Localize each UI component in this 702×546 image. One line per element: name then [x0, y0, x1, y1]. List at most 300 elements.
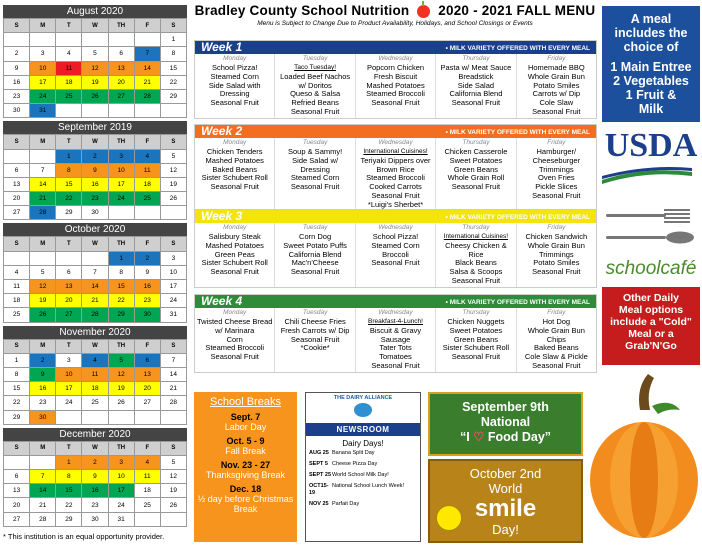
day-column — [275, 308, 355, 372]
day-column — [436, 223, 516, 287]
menu-item: Side Salad with Dressing — [208, 80, 261, 99]
day-name: Thursday — [462, 224, 490, 231]
day-name: Monday — [223, 309, 247, 316]
day-name: Friday — [547, 139, 566, 146]
calendar-day — [134, 512, 160, 526]
menu-item: Salsa & Scoops — [449, 267, 503, 277]
calendar-week-row — [4, 61, 187, 75]
menu-item: California Blend — [288, 249, 342, 259]
calendar-day — [134, 104, 160, 118]
calendar-day: 31 — [30, 104, 56, 118]
calendar-day — [134, 206, 160, 220]
day-column — [436, 138, 516, 211]
dairy-row — [306, 448, 420, 459]
menu-item: Sausage — [380, 334, 411, 344]
food-day-box — [428, 392, 583, 456]
calendar-day: 18 — [82, 382, 108, 396]
calendar-week-row — [4, 470, 187, 484]
menu-item: Side Salad — [457, 80, 495, 90]
calendar-day: 6 — [56, 265, 82, 279]
dairy-row — [306, 470, 420, 481]
calendar-title: October 2020 — [3, 223, 187, 236]
menu-item: Chili Cheese Fries — [284, 317, 346, 326]
calendar-day: 1 — [160, 33, 186, 47]
weekday-header: F — [134, 135, 160, 149]
menu-item: Whole Grain Bun — [527, 325, 585, 335]
calendar-day — [108, 206, 134, 220]
calendar-day: 6 — [108, 47, 134, 61]
food-day-quote: “I — [459, 430, 470, 444]
menu-item: Refried Beans — [291, 98, 339, 108]
calendar-day: 16 — [82, 484, 108, 498]
calendar-grid — [3, 236, 187, 322]
calendar-week-row — [4, 367, 187, 381]
day-name: Wednesday — [378, 224, 413, 231]
calendar-week-row — [4, 89, 187, 103]
calendar-day: 13 — [4, 177, 30, 191]
day-column — [436, 54, 516, 118]
weekday-header: T — [56, 135, 82, 149]
day-name: Tuesday — [302, 224, 328, 231]
calendar-month — [3, 326, 187, 425]
calendar-day: 13 — [56, 280, 82, 294]
day-column — [275, 54, 355, 118]
calendar-week-row — [4, 308, 187, 322]
calendar-day: 16 — [82, 177, 108, 191]
menu-item: Steamed Corn — [290, 173, 340, 183]
day-name: Tuesday — [302, 55, 328, 62]
calendar-day: 18 — [56, 75, 82, 89]
menu-item: Homemade BBQ — [527, 63, 585, 72]
calendar-title: December 2020 — [3, 428, 187, 441]
calendar-day: 1 — [4, 353, 30, 367]
weekday-header: S — [160, 441, 186, 455]
calendar-day: 25 — [4, 308, 30, 322]
weekday-header: S — [4, 19, 30, 33]
food-day-name — [430, 430, 581, 445]
dairy-event: World School Milk Day! — [332, 472, 389, 478]
calendar-week-row — [4, 149, 187, 163]
menu-item: School Pizza! — [372, 232, 419, 241]
menu-item: Breakfast-4-Lunch! — [368, 318, 423, 325]
weekday-header: F — [134, 339, 160, 353]
calendar-day: 16 — [134, 280, 160, 294]
milk-note: • MILK VARIETY OFFERED WITH EVERY MEAL — [445, 129, 590, 136]
day-column — [356, 138, 436, 211]
day-name: Wednesday — [378, 55, 413, 62]
menu-item: Seasonal Fruit — [371, 98, 420, 108]
calendar-day: 7 — [134, 47, 160, 61]
calendar-day — [56, 104, 82, 118]
menu-item: Black Beans — [455, 258, 497, 268]
day-column — [275, 223, 355, 287]
menu-item: Seasonal Fruit — [371, 190, 420, 200]
menu-item: Seasonal Fruit — [210, 267, 259, 277]
weekday-header: M — [30, 135, 56, 149]
calendar-day: 5 — [160, 149, 186, 163]
menu-item: Breadstick — [458, 71, 494, 81]
menu-item: Green Beans — [453, 164, 499, 174]
calendar-day: 21 — [30, 192, 56, 206]
calendar-day: 23 — [82, 192, 108, 206]
menu-item: *Luigi's Sherbet* — [367, 199, 424, 209]
break-date: Oct. 5 - 9 — [226, 436, 265, 446]
school-breaks-title: School Breaks — [210, 396, 281, 408]
meal-line: 2 Vegetables — [613, 74, 689, 88]
other-line: Grab'N'Go — [625, 340, 677, 352]
menu-header — [190, 2, 600, 30]
menu-item: Seasonal Fruit — [210, 98, 259, 108]
calendar-week-row — [4, 163, 187, 177]
calendar-grid — [3, 339, 187, 425]
calendar-day: 30 — [82, 512, 108, 526]
calendar-day: 9 — [134, 265, 160, 279]
dairy-days-list — [306, 448, 420, 510]
calendar-month — [3, 5, 187, 118]
food-day-label: Food Day” — [487, 430, 552, 444]
week-banner — [195, 41, 596, 54]
calendar-day: 26 — [30, 308, 56, 322]
calendar-day: 28 — [82, 308, 108, 322]
break-name: ½ day before Christmas Break — [197, 494, 294, 514]
dairy-event: Banana Split Day — [332, 450, 375, 456]
menu-item: Seasonal Fruit — [210, 182, 259, 192]
weekday-header: T — [56, 19, 82, 33]
calendar-day: 21 — [30, 498, 56, 512]
calendar-day: 22 — [160, 75, 186, 89]
calendar-day — [4, 149, 30, 163]
calendar-day: 28 — [134, 89, 160, 103]
menu-item: Taco Tuesday! — [294, 64, 337, 71]
other-options-box — [602, 287, 700, 365]
dairy-row — [306, 481, 420, 499]
week-label: Week 3 — [201, 209, 243, 223]
day-column — [436, 308, 516, 372]
meal-line: A meal — [630, 12, 672, 26]
calendar-grid — [3, 441, 187, 527]
calendar-day: 26 — [160, 498, 186, 512]
calendar-day: 1 — [56, 149, 82, 163]
day-column — [356, 223, 436, 287]
menu-item: Chicken Nuggets — [447, 317, 505, 326]
calendar-header-row — [4, 441, 187, 455]
menu-item: Mac'n'Cheese — [291, 258, 339, 268]
dairy-alliance-logo — [306, 393, 420, 423]
dairy-row — [306, 459, 420, 470]
calendar-week-row — [4, 410, 187, 424]
menu-item: Side Salad w/ Dressing — [292, 155, 339, 174]
menu-item: Green Peas — [214, 249, 255, 259]
calendar-day: 28 — [160, 396, 186, 410]
weekday-header: TH — [108, 339, 134, 353]
other-line: include a "Cold" — [610, 316, 692, 328]
day-column — [356, 308, 436, 372]
week-banner — [195, 125, 596, 138]
calendar-day — [134, 33, 160, 47]
calendar-day — [160, 410, 186, 424]
calendar-week-row — [4, 382, 187, 396]
calendar-title: August 2020 — [3, 5, 187, 18]
calendar-day: 10 — [108, 163, 134, 177]
calendar-day: 31 — [160, 308, 186, 322]
smile-day-box — [428, 459, 583, 543]
menu-item: Teriyaki Dippers over Brown Rice — [360, 155, 431, 174]
other-line: Meal options — [618, 304, 684, 316]
menu-item: Chicken Tenders — [206, 147, 263, 156]
menu-item: Trimmings — [538, 249, 574, 259]
meal-line: includes the — [614, 26, 688, 40]
calendar-day: 5 — [160, 455, 186, 469]
menu-item: Broccoli — [382, 249, 409, 259]
menu-week — [194, 294, 597, 373]
weekday-header: S — [160, 339, 186, 353]
menu-item: Cole Slaw — [539, 98, 574, 108]
day-name: Monday — [223, 139, 247, 146]
smiley-face-icon — [436, 505, 462, 531]
calendar-day: 17 — [56, 382, 82, 396]
schoolcafe-logo: schoolcafé — [605, 258, 697, 279]
weekday-header: T — [56, 237, 82, 251]
calendar-day: 29 — [56, 512, 82, 526]
day-column — [517, 308, 596, 372]
menu-item: School Pizza! — [211, 63, 258, 72]
menu-item: Seasonal Fruit — [451, 352, 501, 362]
break-name: Fall Break — [225, 446, 266, 456]
calendar-grid — [3, 18, 187, 118]
newsroom-banner: NEWSROOM — [306, 423, 420, 436]
calendar-day: 2 — [30, 353, 56, 367]
menu-item: Sister Schubert Roll — [201, 173, 268, 183]
calendar-day: 15 — [56, 484, 82, 498]
calendar-day: 17 — [108, 484, 134, 498]
menu-item: Soup & Sammy! — [288, 147, 343, 156]
calendar-day: 18 — [134, 177, 160, 191]
calendar-header-row — [4, 339, 187, 353]
calendar-day: 8 — [160, 47, 186, 61]
menu-item: Seasonal Fruit — [532, 190, 581, 200]
calendar-day: 9 — [30, 367, 56, 381]
menu-item: Whole Grain Bun — [527, 71, 585, 81]
menu-item: Seasonal Fruit — [290, 106, 340, 116]
other-line: Meal or a — [628, 328, 674, 340]
menu-item: Seasonal Fruit — [532, 267, 581, 277]
calendar-day: 10 — [30, 61, 56, 75]
calendar-month — [3, 428, 187, 527]
day-name: Friday — [547, 309, 566, 316]
calendar-day: 11 — [82, 367, 108, 381]
calendar-day: 23 — [82, 498, 108, 512]
week-banner — [195, 210, 596, 223]
weekday-header: TH — [108, 441, 134, 455]
calendar-week-row — [4, 396, 187, 410]
calendar-day: 16 — [4, 75, 30, 89]
weekday-header: W — [82, 339, 108, 353]
menu-item: California Blend — [449, 89, 503, 99]
calendar-day: 21 — [134, 75, 160, 89]
calendar-day: 11 — [56, 61, 82, 75]
day-column — [517, 138, 596, 211]
calendar-day: 25 — [82, 396, 108, 410]
weekday-header: T — [56, 339, 82, 353]
calendar-day — [82, 251, 108, 265]
calendar-day: 29 — [108, 308, 134, 322]
other-line: Other Daily — [622, 292, 680, 304]
calendar-day: 13 — [134, 367, 160, 381]
menu-subtitle: Menu is Subject to Change Due to Product Availability, Holidays, and School Closings or Events — [257, 20, 533, 27]
fork-spoon-icon — [602, 200, 700, 256]
smile-day-smile: smile — [474, 495, 537, 522]
calendar-month — [3, 121, 187, 220]
menu-item: Corn — [226, 334, 243, 344]
weekday-header: TH — [108, 237, 134, 251]
menu-item: Steamed Broccoli — [366, 173, 425, 183]
menu-item: Trimmings — [538, 164, 574, 174]
menu-item: Pasta w/ Meat Sauce — [440, 63, 512, 72]
day-name: Monday — [223, 224, 247, 231]
calendar-day: 3 — [160, 251, 186, 265]
day-column — [517, 54, 596, 118]
weekday-header: T — [56, 441, 82, 455]
menu-item: Baked Beans — [212, 164, 258, 174]
calendar-day: 19 — [30, 294, 56, 308]
menu-item: Whole Grain Roll — [447, 173, 505, 183]
calendar-day — [4, 455, 30, 469]
menu-item: Whole Grain Bun — [527, 240, 585, 250]
school-breaks-list — [194, 412, 297, 514]
calendar-day: 8 — [56, 163, 82, 177]
calendar-day: 14 — [134, 61, 160, 75]
menu-item: Chicken Sandwich — [525, 232, 588, 241]
calendar-day — [56, 251, 82, 265]
weekday-header: F — [134, 237, 160, 251]
calendar-day: 26 — [82, 89, 108, 103]
calendar-day: 11 — [4, 280, 30, 294]
menu-item: Cheesy Chicken & Rice — [445, 240, 507, 259]
calendar-day: 10 — [108, 470, 134, 484]
calendar-day — [108, 104, 134, 118]
weekday-header: TH — [108, 135, 134, 149]
calendar-day — [4, 33, 30, 47]
calendar-day: 24 — [30, 89, 56, 103]
calendar-day: 23 — [134, 294, 160, 308]
calendar-day: 4 — [56, 47, 82, 61]
calendar-day — [82, 410, 108, 424]
calendar-week-row — [4, 455, 187, 469]
day-column — [275, 138, 355, 211]
week-days — [195, 223, 596, 287]
menu-item: Seasonal Fruit — [290, 267, 340, 277]
calendar-day: 15 — [108, 280, 134, 294]
dairy-event: Parfait Day — [332, 501, 360, 507]
calendar-day: 5 — [108, 353, 134, 367]
dairy-row — [306, 499, 420, 510]
calendar-day: 30 — [30, 410, 56, 424]
calendar-day: 8 — [4, 367, 30, 381]
menu-item: Seasonal Fruit — [451, 182, 501, 192]
menu-item: Sister Schubert Roll — [442, 343, 510, 353]
calendar-day: 27 — [134, 396, 160, 410]
menu-item: Tater Tots — [379, 343, 412, 353]
menu-item: Twisted Cheese Bread w/ Marinara — [196, 317, 273, 335]
day-name: Thursday — [462, 55, 490, 62]
calendar-day: 9 — [4, 61, 30, 75]
calendar-day: 4 — [4, 265, 30, 279]
school-breaks-box — [194, 392, 297, 542]
calendar-day: 6 — [4, 163, 30, 177]
calendar-day: 12 — [160, 470, 186, 484]
calendar-title: November 2020 — [3, 326, 187, 339]
calendar-day: 7 — [30, 163, 56, 177]
menu-item: Hamburger/ Cheeseburger — [532, 147, 581, 165]
calendar-day: 1 — [108, 251, 134, 265]
menu-item: Seasonal Fruit — [451, 98, 501, 108]
weekday-header: W — [82, 19, 108, 33]
week-label: Week 4 — [201, 294, 243, 308]
calendar-day: 10 — [56, 367, 82, 381]
calendar-day: 3 — [56, 353, 82, 367]
menu-item: Tomatoes — [379, 352, 412, 362]
calendar-day — [30, 455, 56, 469]
day-name: Tuesday — [302, 309, 328, 316]
menu-item: Fresh Biscuit — [373, 71, 418, 81]
calendar-day: 15 — [56, 177, 82, 191]
calendar-day: 14 — [30, 484, 56, 498]
calendar-day: 13 — [4, 484, 30, 498]
week-days — [195, 138, 596, 211]
menu-item: Sister Schubert Roll — [201, 258, 268, 268]
pumpkin-icon — [588, 368, 700, 544]
calendar-day: 7 — [160, 353, 186, 367]
meal-info-box — [602, 6, 700, 122]
week-banner — [195, 295, 596, 308]
calendar-day: 17 — [160, 280, 186, 294]
menu-item: Seasonal Fruit — [290, 334, 340, 344]
menu-item: Potato Smiles — [533, 258, 580, 268]
menu-item: Mashed Potatoes — [205, 155, 264, 165]
menu-item: *Cookie* — [300, 343, 330, 353]
weekday-header: S — [4, 135, 30, 149]
calendar-day: 8 — [56, 470, 82, 484]
calendar-day: 24 — [56, 396, 82, 410]
calendar-week-row — [4, 251, 187, 265]
calendar-day: 22 — [4, 396, 30, 410]
calendar-week-row — [4, 104, 187, 118]
menu-week — [194, 40, 597, 119]
menu-item: Oven Fries — [537, 173, 575, 183]
calendar-day — [160, 104, 186, 118]
dairy-date: OCT15-19 — [309, 483, 329, 496]
calendar-header-row — [4, 135, 187, 149]
weekday-header: W — [82, 237, 108, 251]
calendar-day: 4 — [134, 149, 160, 163]
calendar-day — [134, 410, 160, 424]
calendar-day: 27 — [108, 89, 134, 103]
calendar-day: 20 — [108, 75, 134, 89]
day-column — [195, 308, 275, 372]
dairy-event: National School Lunch Week! — [332, 483, 405, 489]
calendar-day — [108, 33, 134, 47]
calendar-day: 4 — [82, 353, 108, 367]
calendar-week-row — [4, 280, 187, 294]
calendar-day: 6 — [4, 470, 30, 484]
calendar-day: 21 — [82, 294, 108, 308]
dairy-alliance-label: THE DAIRY ALLIANCE — [333, 395, 393, 401]
menu-item: Steamed Corn — [371, 240, 420, 250]
menu-item: Steamed Corn — [210, 71, 259, 81]
calendar-day: 24 — [108, 192, 134, 206]
calendar-day: 14 — [30, 177, 56, 191]
day-name: Thursday — [462, 309, 490, 316]
